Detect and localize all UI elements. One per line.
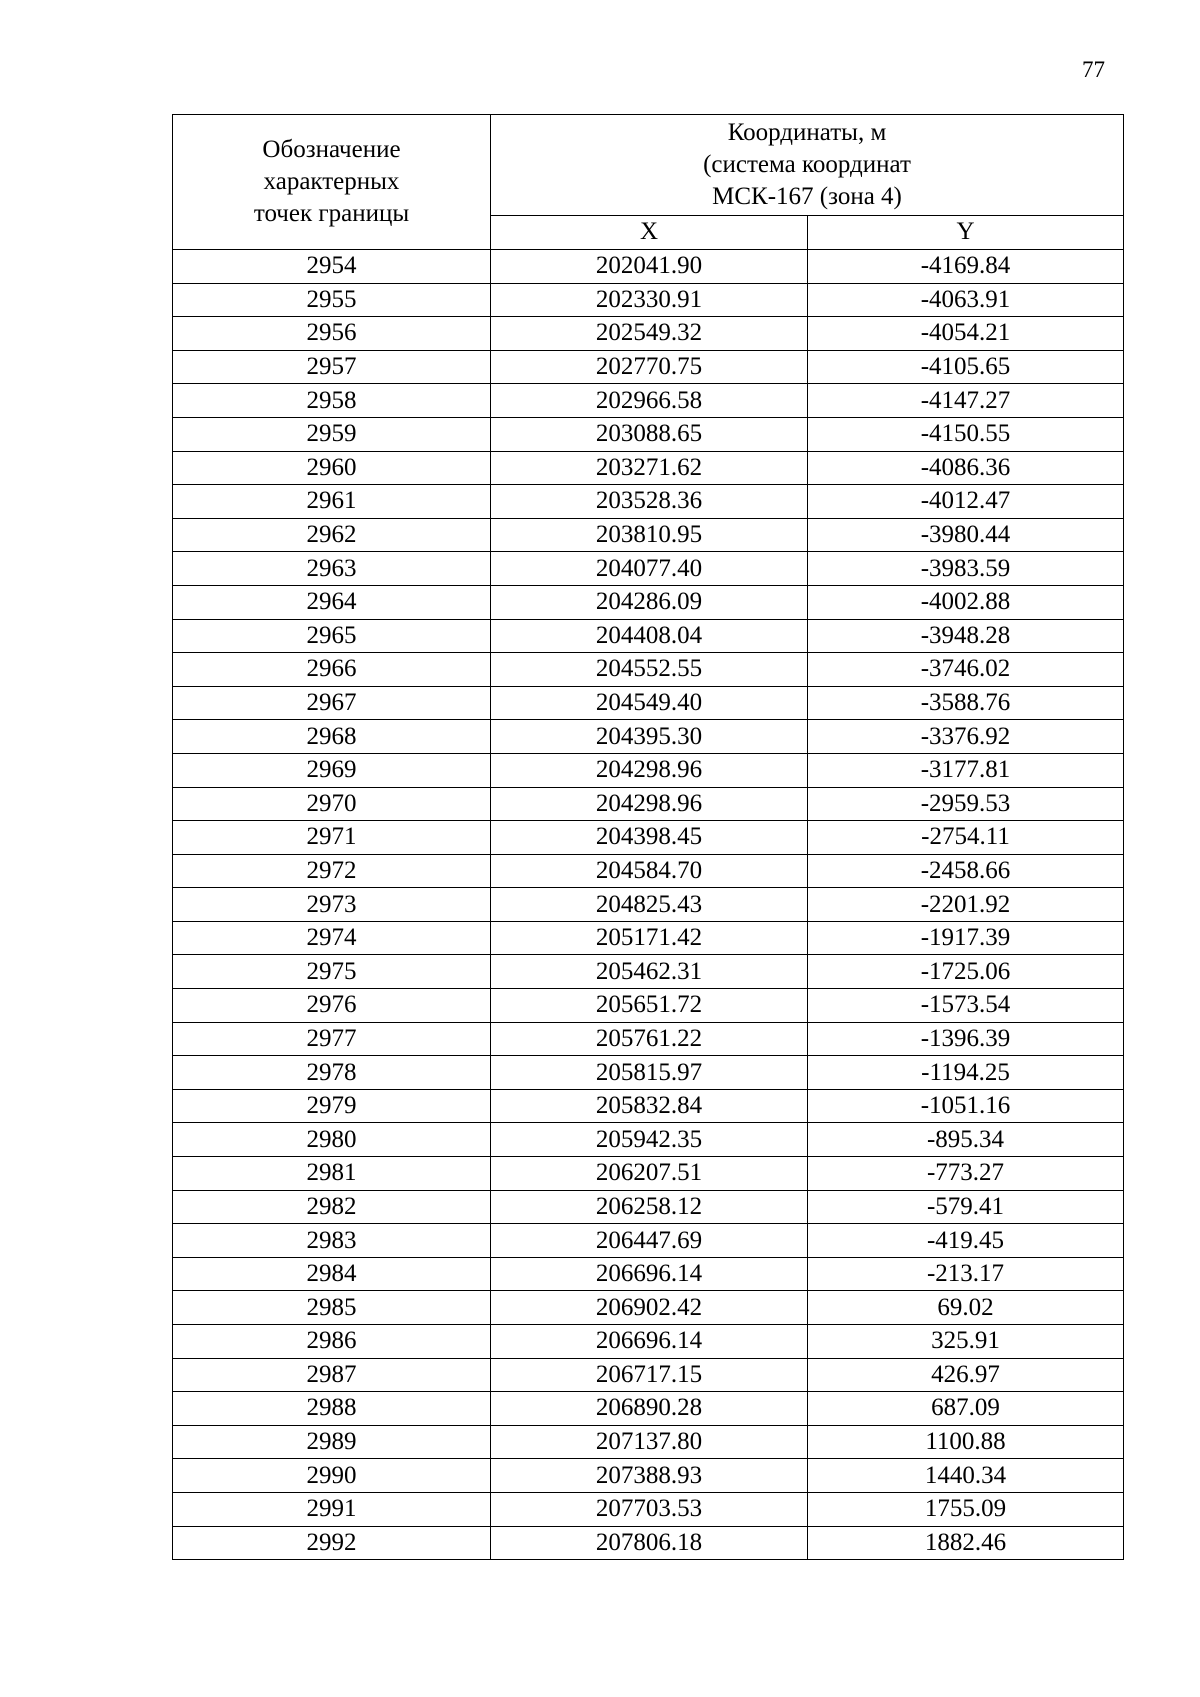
table-row	[173, 451, 1124, 485]
cell-x: 202770.75	[491, 350, 808, 384]
header-point-designation	[173, 115, 491, 250]
table-row	[173, 417, 1124, 451]
cell-point: 2955	[173, 283, 491, 317]
table-row	[173, 619, 1124, 653]
cell-point: 2983	[173, 1224, 491, 1258]
cell-y: 687.09	[808, 1392, 1124, 1426]
cell-x: 207137.80	[491, 1425, 808, 1459]
table-row	[173, 753, 1124, 787]
cell-y: -773.27	[808, 1157, 1124, 1191]
cell-point: 2971	[173, 821, 491, 855]
cell-point: 2961	[173, 485, 491, 519]
table-row	[173, 955, 1124, 989]
table-row	[173, 1157, 1124, 1191]
cell-y: -2458.66	[808, 854, 1124, 888]
table-row	[173, 350, 1124, 384]
table-row	[173, 1123, 1124, 1157]
cell-point: 2967	[173, 686, 491, 720]
cell-point: 2985	[173, 1291, 491, 1325]
cell-point: 2986	[173, 1325, 491, 1359]
cell-y: -2959.53	[808, 787, 1124, 821]
cell-point: 2982	[173, 1190, 491, 1224]
cell-x: 204549.40	[491, 686, 808, 720]
cell-x: 204584.70	[491, 854, 808, 888]
table-row	[173, 888, 1124, 922]
table-row	[173, 686, 1124, 720]
cell-x: 206902.42	[491, 1291, 808, 1325]
cell-y: -4150.55	[808, 417, 1124, 451]
cell-x: 203271.62	[491, 451, 808, 485]
table-row	[173, 552, 1124, 586]
cell-x: 202041.90	[491, 250, 808, 284]
cell-y: -579.41	[808, 1190, 1124, 1224]
cell-point: 2966	[173, 653, 491, 687]
cell-x: 204286.09	[491, 585, 808, 619]
table-row	[173, 317, 1124, 351]
cell-x: 204298.96	[491, 787, 808, 821]
cell-x: 204398.45	[491, 821, 808, 855]
cell-point: 2962	[173, 518, 491, 552]
cell-x: 204395.30	[491, 720, 808, 754]
cell-x: 205651.72	[491, 989, 808, 1023]
header-point-line: Обозначение	[262, 136, 401, 163]
cell-point: 2974	[173, 921, 491, 955]
cell-y: -213.17	[808, 1257, 1124, 1291]
cell-y: 1100.88	[808, 1425, 1124, 1459]
cell-point: 2969	[173, 753, 491, 787]
cell-x: 206207.51	[491, 1157, 808, 1191]
cell-point: 2958	[173, 384, 491, 418]
header-y: Y	[808, 215, 1124, 249]
cell-x: 203810.95	[491, 518, 808, 552]
cell-y: -1051.16	[808, 1089, 1124, 1123]
cell-y: -1194.25	[808, 1056, 1124, 1090]
table-row	[173, 485, 1124, 519]
cell-x: 203528.36	[491, 485, 808, 519]
cell-y: -1725.06	[808, 955, 1124, 989]
cell-point: 2987	[173, 1358, 491, 1392]
table-body	[173, 250, 1124, 1560]
cell-point: 2965	[173, 619, 491, 653]
table-row	[173, 283, 1124, 317]
cell-y: -895.34	[808, 1123, 1124, 1157]
table-row	[173, 1257, 1124, 1291]
table-row	[173, 250, 1124, 284]
header-point-line: точек границы	[253, 200, 410, 227]
table-row	[173, 787, 1124, 821]
table-row	[173, 821, 1124, 855]
cell-y: -3177.81	[808, 753, 1124, 787]
cell-x: 206696.14	[491, 1257, 808, 1291]
cell-point: 2968	[173, 720, 491, 754]
header-coordinates	[491, 115, 1124, 216]
cell-point: 2957	[173, 350, 491, 384]
cell-y: -4063.91	[808, 283, 1124, 317]
table-row	[173, 384, 1124, 418]
cell-x: 205462.31	[491, 955, 808, 989]
cell-point: 2979	[173, 1089, 491, 1123]
table-row	[173, 1358, 1124, 1392]
cell-y: -4086.36	[808, 451, 1124, 485]
cell-point: 2973	[173, 888, 491, 922]
table-row	[173, 585, 1124, 619]
table-row	[173, 1190, 1124, 1224]
cell-point: 2970	[173, 787, 491, 821]
cell-x: 206447.69	[491, 1224, 808, 1258]
cell-y: -1917.39	[808, 921, 1124, 955]
cell-x: 205832.84	[491, 1089, 808, 1123]
header-coords-line: (система координат	[703, 150, 911, 178]
cell-y: -2201.92	[808, 888, 1124, 922]
cell-y: -3983.59	[808, 552, 1124, 586]
cell-y: -1396.39	[808, 1022, 1124, 1056]
cell-point: 2992	[173, 1526, 491, 1560]
cell-point: 2984	[173, 1257, 491, 1291]
cell-y: -4012.47	[808, 485, 1124, 519]
cell-point: 2964	[173, 585, 491, 619]
cell-point: 2959	[173, 417, 491, 451]
table-row	[173, 989, 1124, 1023]
cell-point: 2975	[173, 955, 491, 989]
cell-y: -3588.76	[808, 686, 1124, 720]
cell-point: 2981	[173, 1157, 491, 1191]
table-row	[173, 518, 1124, 552]
cell-point: 2976	[173, 989, 491, 1023]
cell-y: 325.91	[808, 1325, 1124, 1359]
cell-y: 69.02	[808, 1291, 1124, 1325]
table-row	[173, 1022, 1124, 1056]
cell-y: -4105.65	[808, 350, 1124, 384]
cell-y: 426.97	[808, 1358, 1124, 1392]
coordinates-table	[172, 114, 1124, 1560]
cell-y: -4147.27	[808, 384, 1124, 418]
cell-x: 205761.22	[491, 1022, 808, 1056]
header-x: X	[491, 215, 808, 249]
table-row	[173, 1425, 1124, 1459]
table-row	[173, 854, 1124, 888]
cell-x: 204298.96	[491, 753, 808, 787]
cell-x: 205171.42	[491, 921, 808, 955]
cell-y: -4169.84	[808, 250, 1124, 284]
cell-point: 2977	[173, 1022, 491, 1056]
header-coords-line: МСК-167 (зона 4)	[712, 182, 902, 210]
cell-y: -1573.54	[808, 989, 1124, 1023]
cell-x: 202330.91	[491, 283, 808, 317]
cell-x: 207703.53	[491, 1492, 808, 1526]
cell-x: 206258.12	[491, 1190, 808, 1224]
cell-x: 207806.18	[491, 1526, 808, 1560]
header-point-line: характерных	[263, 168, 400, 195]
table-row	[173, 1492, 1124, 1526]
table-row	[173, 653, 1124, 687]
cell-point: 2980	[173, 1123, 491, 1157]
cell-x: 205815.97	[491, 1056, 808, 1090]
cell-x: 206696.14	[491, 1325, 808, 1359]
table-row	[173, 720, 1124, 754]
table-row	[173, 1392, 1124, 1426]
cell-point: 2960	[173, 451, 491, 485]
cell-point: 2978	[173, 1056, 491, 1090]
cell-point: 2990	[173, 1459, 491, 1493]
cell-y: 1440.34	[808, 1459, 1124, 1493]
cell-y: -4054.21	[808, 317, 1124, 351]
cell-x: 202966.58	[491, 384, 808, 418]
table-row	[173, 1526, 1124, 1560]
cell-x: 206717.15	[491, 1358, 808, 1392]
page-number: 77	[1082, 57, 1105, 82]
cell-x: 204825.43	[491, 888, 808, 922]
table-row	[173, 1089, 1124, 1123]
table-row	[173, 1224, 1124, 1258]
cell-point: 2972	[173, 854, 491, 888]
cell-y: -2754.11	[808, 821, 1124, 855]
cell-point: 2989	[173, 1425, 491, 1459]
cell-x: 207388.93	[491, 1459, 808, 1493]
table-row	[173, 1291, 1124, 1325]
table-row	[173, 921, 1124, 955]
cell-y: -419.45	[808, 1224, 1124, 1258]
header-coords-line: Координаты, м	[727, 118, 887, 146]
cell-point: 2988	[173, 1392, 491, 1426]
cell-y: -3980.44	[808, 518, 1124, 552]
cell-y: 1755.09	[808, 1492, 1124, 1526]
table-row	[173, 1056, 1124, 1090]
cell-x: 202549.32	[491, 317, 808, 351]
table-row	[173, 1325, 1124, 1359]
cell-y: 1882.46	[808, 1526, 1124, 1560]
cell-x: 204552.55	[491, 653, 808, 687]
cell-x: 203088.65	[491, 417, 808, 451]
cell-point: 2956	[173, 317, 491, 351]
cell-y: -4002.88	[808, 585, 1124, 619]
cell-point: 2963	[173, 552, 491, 586]
cell-x: 204077.40	[491, 552, 808, 586]
cell-x: 205942.35	[491, 1123, 808, 1157]
table-header-row	[173, 115, 1124, 216]
cell-y: -3948.28	[808, 619, 1124, 653]
cell-point: 2991	[173, 1492, 491, 1526]
cell-x: 206890.28	[491, 1392, 808, 1426]
cell-x: 204408.04	[491, 619, 808, 653]
cell-y: -3376.92	[808, 720, 1124, 754]
cell-point: 2954	[173, 250, 491, 284]
cell-y: -3746.02	[808, 653, 1124, 687]
table-row	[173, 1459, 1124, 1493]
